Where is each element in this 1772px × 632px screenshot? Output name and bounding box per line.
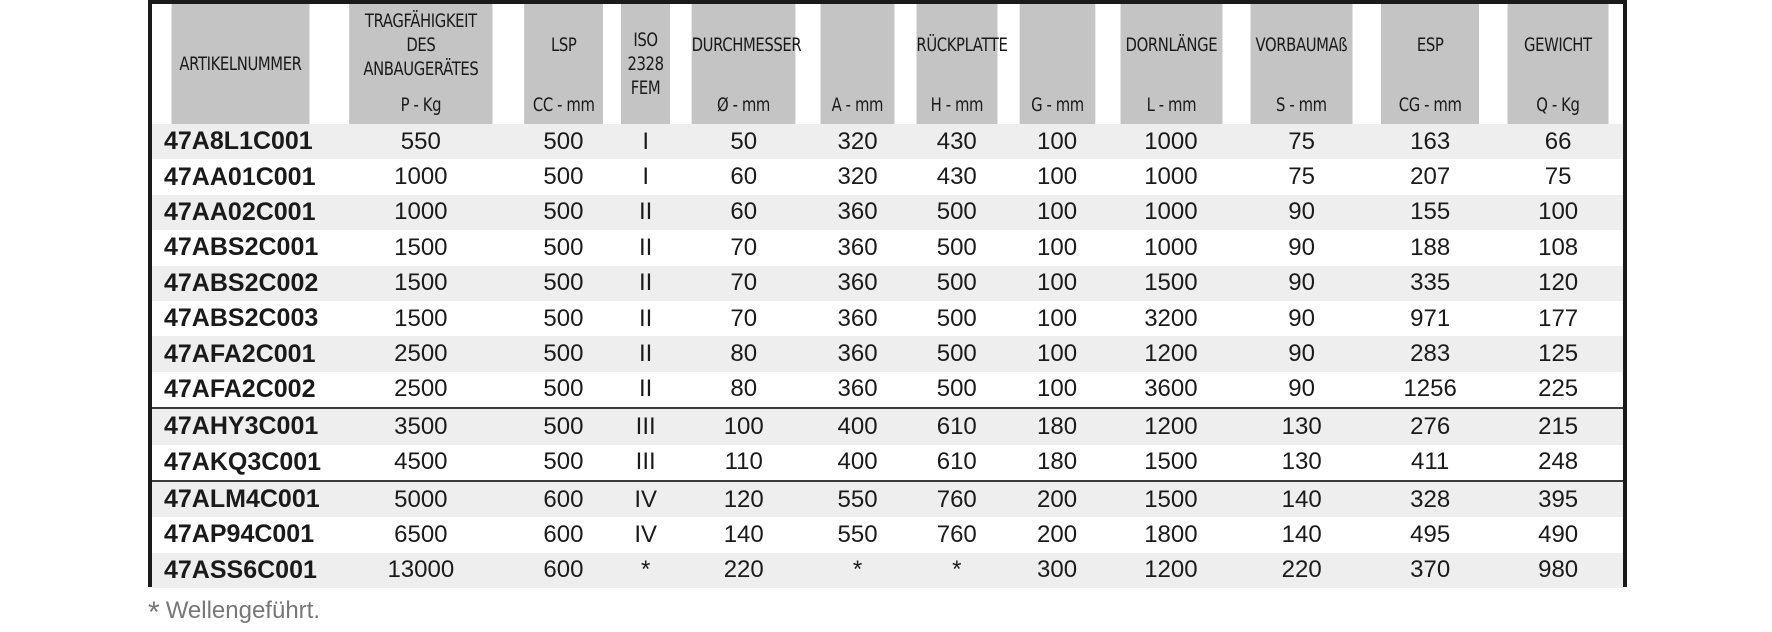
table-cell: 2500: [329, 336, 513, 371]
table-header: [152, 4, 1623, 124]
table-cell: 155: [1367, 195, 1493, 230]
table-cell: 100: [1009, 195, 1106, 230]
table-cell: 80: [677, 336, 810, 371]
table-cell: 50: [677, 124, 810, 159]
table-cell: 60: [677, 159, 810, 194]
table-cell: 3200: [1106, 301, 1237, 336]
unit-rueckplatte-g: G - mm: [1019, 86, 1095, 124]
table-cell: 1500: [1106, 481, 1237, 517]
table-row: [152, 517, 1623, 552]
table-cell: 600: [513, 553, 614, 588]
table-cell: *: [810, 553, 905, 588]
table-cell: II: [614, 195, 677, 230]
table-cell: *: [905, 553, 1009, 588]
table-cell: 75: [1236, 124, 1367, 159]
header-lsp: LSP: [524, 4, 603, 86]
table-cell: 75: [1236, 159, 1367, 194]
table-cell: 1500: [1106, 266, 1237, 301]
table-cell: 1200: [1106, 336, 1237, 371]
table-row: [152, 481, 1623, 517]
table-cell: 66: [1493, 124, 1623, 159]
table-cell: II: [614, 266, 677, 301]
table-cell: 980: [1493, 553, 1623, 588]
header-durchmesser: DURCHMESSER: [692, 4, 796, 86]
table-row: [152, 230, 1623, 265]
header-dornlaenge: DORNLÄNGE: [1120, 4, 1222, 86]
table-cell: 207: [1367, 159, 1493, 194]
article-number-cell: 47AHY3C001: [152, 408, 329, 444]
table-cell: 550: [810, 481, 905, 517]
unit-rueckplatte-a: A - mm: [821, 86, 895, 124]
table-cell: 120: [677, 481, 810, 517]
table-cell: 1500: [329, 301, 513, 336]
table-cell: 60: [677, 195, 810, 230]
footnote: [148, 596, 320, 630]
table-cell: 1800: [1106, 517, 1237, 552]
article-number-cell: 47AFA2C001: [152, 336, 329, 371]
table-cell: 70: [677, 301, 810, 336]
table-cell: IV: [614, 481, 677, 517]
table-cell: 500: [905, 336, 1009, 371]
unit-esp: CG - mm: [1381, 86, 1479, 124]
table-cell: 1000: [1106, 159, 1237, 194]
table-cell: 430: [905, 124, 1009, 159]
table-row: [152, 159, 1623, 194]
unit-durchmesser: Ø - mm: [692, 86, 796, 124]
table-cell: 600: [513, 481, 614, 517]
table-cell: 600: [513, 517, 614, 552]
table-cell: 500: [513, 445, 614, 481]
table-cell: 500: [513, 372, 614, 408]
table-cell: 500: [905, 301, 1009, 336]
table-cell: *: [614, 553, 677, 588]
table-cell: 90: [1236, 301, 1367, 336]
table-cell: 500: [513, 195, 614, 230]
table-cell: 120: [1493, 266, 1623, 301]
table-cell: 500: [513, 159, 614, 194]
table-cell: 180: [1009, 408, 1106, 444]
table-cell: 140: [1236, 517, 1367, 552]
table-cell: 360: [810, 230, 905, 265]
table-cell: 90: [1236, 230, 1367, 265]
header-esp: ESP: [1381, 4, 1479, 86]
table-cell: 550: [329, 124, 513, 159]
table-cell: 100: [1493, 195, 1623, 230]
table-row: [152, 553, 1623, 588]
table-cell: 500: [905, 195, 1009, 230]
article-number-cell: 47AA02C001: [152, 195, 329, 230]
table-cell: 90: [1236, 336, 1367, 371]
footnote-symbol: *: [148, 596, 160, 629]
table-row: [152, 445, 1623, 481]
table-cell: 360: [810, 195, 905, 230]
header-vorbaumass: VORBAUMAß: [1251, 4, 1353, 86]
table-cell: 90: [1236, 372, 1367, 408]
footnote-text: Wellengeführt.: [165, 597, 320, 624]
table-row: [152, 408, 1623, 444]
table-cell: 1200: [1106, 408, 1237, 444]
table-cell: 320: [810, 124, 905, 159]
unit-lsp: CC - mm: [524, 86, 603, 124]
table-cell: 1200: [1106, 553, 1237, 588]
table-cell: 395: [1493, 481, 1623, 517]
article-number-cell: 47ALM4C001: [152, 481, 329, 517]
table-cell: 140: [1236, 481, 1367, 517]
table-cell: 971: [1367, 301, 1493, 336]
table-cell: 1000: [1106, 195, 1237, 230]
article-number-cell: 47AA01C001: [152, 159, 329, 194]
article-number-cell: 47A8L1C001: [152, 124, 329, 159]
article-number-cell: 47ABS2C002: [152, 266, 329, 301]
table-cell: 490: [1493, 517, 1623, 552]
table-cell: 335: [1367, 266, 1493, 301]
table-cell: 610: [905, 408, 1009, 444]
table-cell: 300: [1009, 553, 1106, 588]
table-cell: 100: [677, 408, 810, 444]
unit-dornlaenge: L - mm: [1120, 86, 1222, 124]
table-cell: 550: [810, 517, 905, 552]
table-cell: 100: [1009, 266, 1106, 301]
header-iso: ISO 2328 FEM: [621, 4, 670, 124]
table-cell: 1000: [1106, 124, 1237, 159]
header-gewicht: GEWICHT: [1508, 4, 1609, 86]
unit-gewicht: Q - Kg: [1508, 86, 1609, 124]
table-cell: 1000: [329, 159, 513, 194]
table-cell: 1500: [329, 230, 513, 265]
table-cell: 500: [905, 230, 1009, 265]
table-cell: 430: [905, 159, 1009, 194]
table-cell: 1000: [1106, 230, 1237, 265]
table-row: [152, 195, 1623, 230]
table-cell: 3600: [1106, 372, 1237, 408]
unit-rueckplatte-h: H - mm: [916, 86, 997, 124]
table-cell: 5000: [329, 481, 513, 517]
table-cell: 163: [1367, 124, 1493, 159]
table-cell: 200: [1009, 517, 1106, 552]
table-cell: 500: [513, 124, 614, 159]
table-cell: 188: [1367, 230, 1493, 265]
article-number-cell: 47AFA2C002: [152, 372, 329, 408]
table-cell: 360: [810, 266, 905, 301]
table-cell: 125: [1493, 336, 1623, 371]
table-cell: 220: [1236, 553, 1367, 588]
table-cell: 90: [1236, 195, 1367, 230]
table-cell: 760: [905, 517, 1009, 552]
header-rueckplatte-g: [1019, 4, 1095, 86]
table-cell: III: [614, 408, 677, 444]
table-cell: 400: [810, 445, 905, 481]
table-cell: 328: [1367, 481, 1493, 517]
header-rueckplatte: RÜCKPLATTE: [916, 4, 997, 86]
table-cell: 4500: [329, 445, 513, 481]
table-cell: 110: [677, 445, 810, 481]
table-body: [152, 124, 1623, 588]
header-tragfaehigkeit: TRAGFÄHIGKEIT DES ANBAUGERÄTES: [349, 4, 492, 86]
header-artikelnummer: ARTIKELNUMMER: [171, 4, 309, 124]
table-cell: 1000: [329, 195, 513, 230]
table-row: [152, 301, 1623, 336]
table-cell: IV: [614, 517, 677, 552]
table-cell: 248: [1493, 445, 1623, 481]
article-number-cell: 47ABS2C001: [152, 230, 329, 265]
table-cell: 1500: [1106, 445, 1237, 481]
table-cell: 6500: [329, 517, 513, 552]
table-cell: 360: [810, 336, 905, 371]
table-cell: 80: [677, 372, 810, 408]
table-row: [152, 336, 1623, 371]
table-cell: 140: [677, 517, 810, 552]
table-cell: 1256: [1367, 372, 1493, 408]
table-cell: 500: [513, 301, 614, 336]
table-row: [152, 124, 1623, 159]
table-cell: 90: [1236, 266, 1367, 301]
unit-tragfaehigkeit: P - Kg: [349, 86, 492, 124]
table-cell: 75: [1493, 159, 1623, 194]
table-cell: 100: [1009, 336, 1106, 371]
table-cell: 215: [1493, 408, 1623, 444]
table-cell: I: [614, 124, 677, 159]
article-number-cell: 47AKQ3C001: [152, 445, 329, 481]
table-cell: III: [614, 445, 677, 481]
article-number-cell: 47ASS6C001: [152, 553, 329, 588]
table-cell: 108: [1493, 230, 1623, 265]
table-cell: 2500: [329, 372, 513, 408]
table-cell: 500: [905, 266, 1009, 301]
table-cell: 320: [810, 159, 905, 194]
table-cell: 500: [905, 372, 1009, 408]
table-cell: 400: [810, 408, 905, 444]
article-number-cell: 47ABS2C003: [152, 301, 329, 336]
spec-table: [152, 4, 1623, 588]
table-cell: 500: [513, 266, 614, 301]
table-cell: 760: [905, 481, 1009, 517]
table-cell: 360: [810, 301, 905, 336]
table-cell: 225: [1493, 372, 1623, 408]
table-cell: 500: [513, 408, 614, 444]
table-cell: 610: [905, 445, 1009, 481]
table-row: [152, 266, 1623, 301]
table-cell: 70: [677, 230, 810, 265]
table-cell: II: [614, 301, 677, 336]
table-cell: 100: [1009, 124, 1106, 159]
table-cell: 100: [1009, 159, 1106, 194]
table-cell: 130: [1236, 408, 1367, 444]
table-cell: 500: [513, 336, 614, 371]
spec-table-frame: [148, 0, 1627, 587]
table-cell: 13000: [329, 553, 513, 588]
unit-vorbaumass: S - mm: [1251, 86, 1353, 124]
table-cell: 100: [1009, 372, 1106, 408]
table-row: [152, 372, 1623, 408]
table-cell: 180: [1009, 445, 1106, 481]
table-cell: 70: [677, 266, 810, 301]
table-cell: II: [614, 372, 677, 408]
table-cell: 276: [1367, 408, 1493, 444]
table-cell: I: [614, 159, 677, 194]
table-cell: 495: [1367, 517, 1493, 552]
table-cell: 220: [677, 553, 810, 588]
header-rueckplatte-a: [821, 4, 895, 86]
table-cell: 100: [1009, 301, 1106, 336]
table-cell: 370: [1367, 553, 1493, 588]
table-cell: II: [614, 336, 677, 371]
table-cell: 1500: [329, 266, 513, 301]
table-cell: 283: [1367, 336, 1493, 371]
table-cell: 177: [1493, 301, 1623, 336]
table-cell: 200: [1009, 481, 1106, 517]
table-cell: 360: [810, 372, 905, 408]
table-cell: II: [614, 230, 677, 265]
article-number-cell: 47AP94C001: [152, 517, 329, 552]
table-cell: 130: [1236, 445, 1367, 481]
table-cell: 3500: [329, 408, 513, 444]
table-cell: 500: [513, 230, 614, 265]
table-cell: 411: [1367, 445, 1493, 481]
table-cell: 100: [1009, 230, 1106, 265]
